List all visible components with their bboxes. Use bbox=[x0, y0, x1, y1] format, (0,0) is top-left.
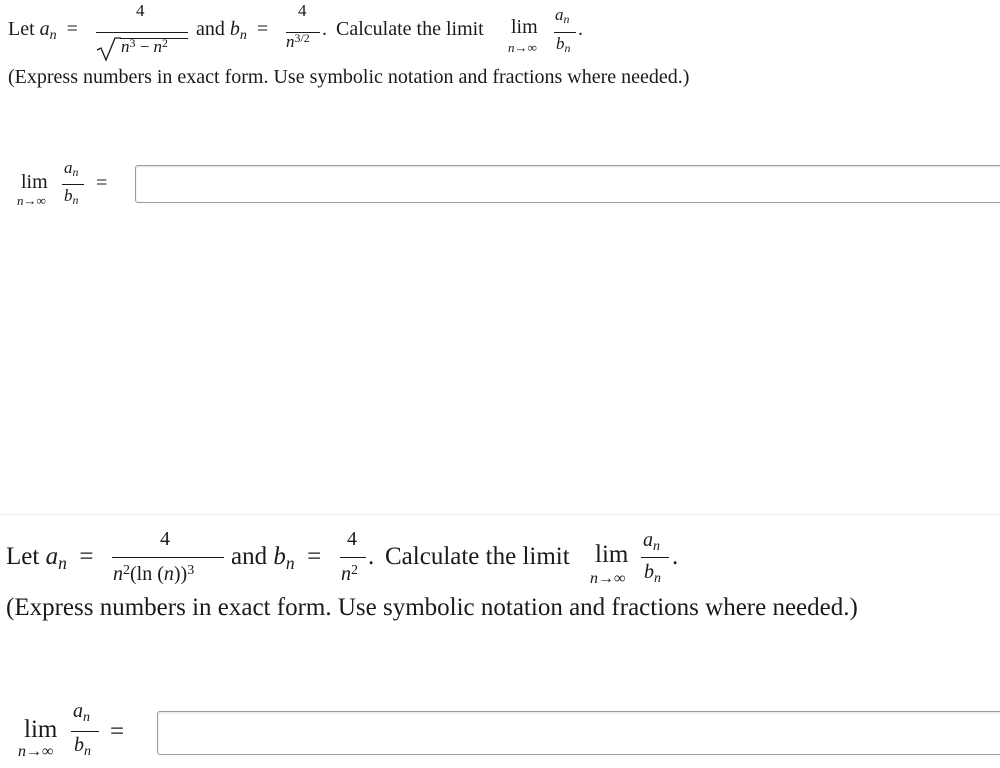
section-divider bbox=[0, 514, 1000, 515]
p1-instructions: (Express numbers in exact form. Use symbolic notation and fractions where needed.) bbox=[8, 66, 690, 88]
p1-an-numerator: 4 bbox=[136, 1, 145, 20]
p2-and-bn: and $b_n$ = bbox=[231, 543, 322, 573]
p2-answer-frac-den: $b_n$ bbox=[74, 734, 91, 759]
p1-an-denominator: $n^3 - n^2$ bbox=[121, 35, 168, 56]
p1-let-an: Let $a_n$ = bbox=[8, 18, 78, 43]
p1-bn-denominator: $n^{3/2}$ bbox=[286, 30, 310, 51]
p1-radical-icon bbox=[95, 36, 121, 62]
p2-frac-num: $a_n$ bbox=[643, 529, 660, 554]
p1-answer-lim-subscript: n→∞ bbox=[17, 193, 46, 208]
p2-answer-lim-subscript: n→∞ bbox=[18, 743, 54, 760]
p2-an-fraction-bar bbox=[112, 557, 224, 558]
p2-lim: lim bbox=[595, 541, 629, 568]
p1-an-fraction-bar bbox=[96, 32, 188, 33]
p1-period-1: . bbox=[322, 18, 327, 40]
p2-period-1: . bbox=[368, 543, 375, 570]
p1-answer-input[interactable] bbox=[135, 165, 1000, 203]
p1-bn-numerator: 4 bbox=[298, 1, 307, 20]
p2-frac-den: $b_n$ bbox=[644, 561, 661, 586]
p1-frac-den: $b_n$ bbox=[556, 34, 571, 56]
p2-an-denominator: $n^2(\ln$ (n))$^3$ bbox=[113, 562, 195, 585]
p1-and-bn: and $b_n$ = bbox=[196, 18, 269, 43]
p2-instructions: (Express numbers in exact form. Use symbolic notation and fractions where needed.) bbox=[6, 594, 858, 621]
p2-answer-input[interactable] bbox=[157, 711, 1000, 755]
p1-lim-subscript: n→∞ bbox=[508, 40, 537, 55]
p2-answer-lim: lim bbox=[24, 716, 58, 743]
p1-calculate-text: Calculate the limit bbox=[336, 18, 484, 40]
p2-answer-equals: = bbox=[110, 718, 125, 745]
p2-lim-subscript: n→∞ bbox=[590, 570, 626, 587]
p2-let-an: Let $a_n$ = bbox=[6, 543, 94, 573]
p2-calculate-text: Calculate the limit bbox=[385, 543, 570, 570]
p1-answer-frac-bar bbox=[62, 184, 84, 185]
p1-period-2: . bbox=[578, 18, 583, 40]
p1-frac-num: $a_n$ bbox=[555, 5, 570, 27]
p2-an-numerator: 4 bbox=[160, 528, 170, 550]
p2-answer-frac-num: $a_n$ bbox=[73, 700, 90, 725]
p2-bn-denominator: $n^2$ bbox=[341, 562, 358, 585]
p2-period-2: . bbox=[672, 543, 679, 570]
p1-answer-equals: = bbox=[96, 172, 108, 194]
p1-lim: lim bbox=[511, 16, 538, 38]
p2-bn-fraction-bar bbox=[340, 557, 366, 558]
p1-answer-lim: lim bbox=[21, 171, 48, 193]
p1-frac-bar bbox=[554, 32, 576, 33]
p2-answer-frac-bar bbox=[71, 731, 99, 732]
p1-answer-frac-den: $b_n$ bbox=[64, 186, 79, 208]
p2-frac-bar bbox=[641, 557, 669, 558]
p2-bn-numerator: 4 bbox=[347, 528, 357, 550]
p1-answer-frac-num: $a_n$ bbox=[64, 158, 79, 180]
